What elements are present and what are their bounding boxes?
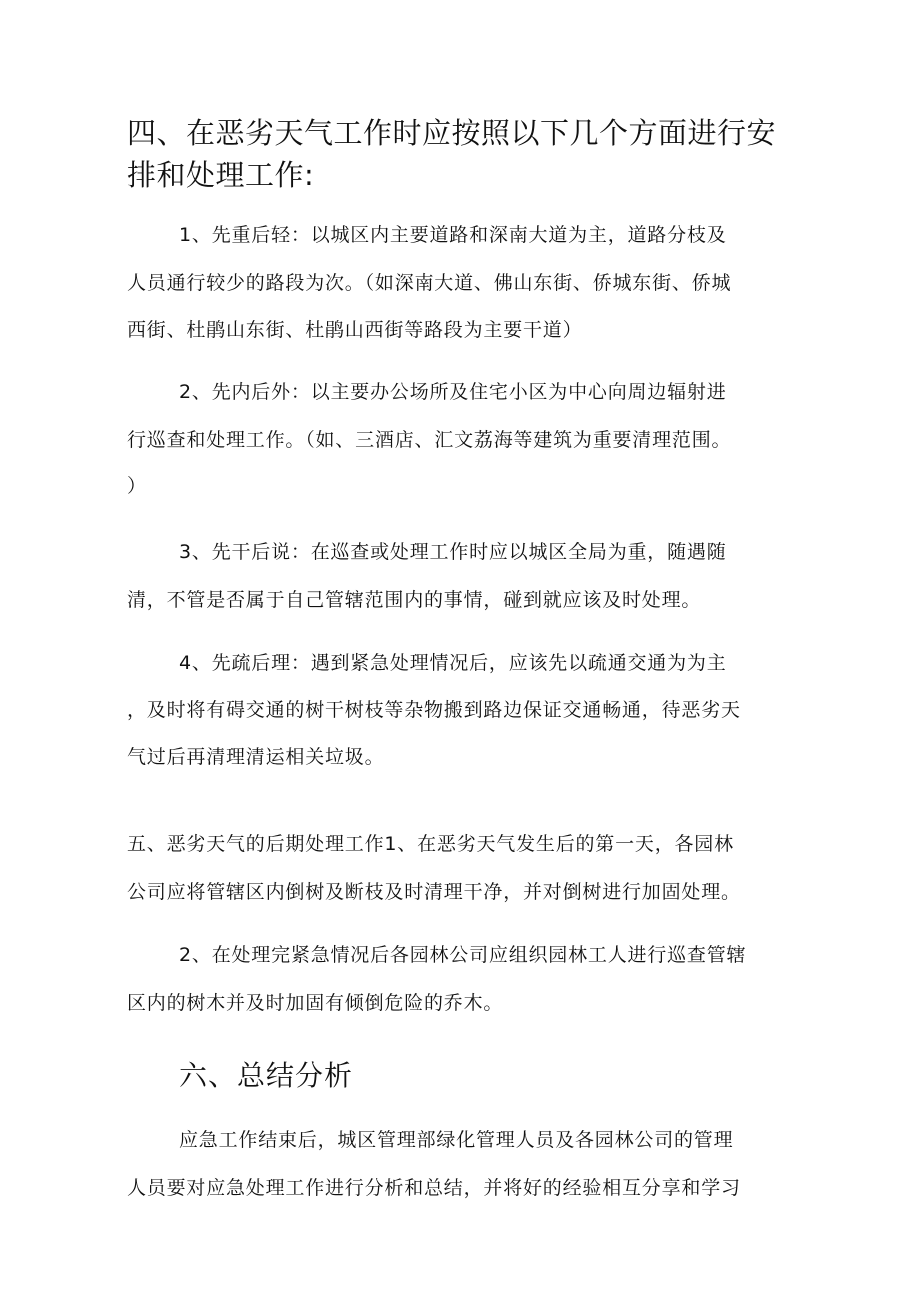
- item-4-line-1: 4、先疏后理：遇到紧急处理情况后，应该先以疏通交通为为主: [179, 652, 727, 674]
- section-6-heading: 六、总结分析: [179, 1059, 354, 1092]
- item-2-line-2: 行巡查和处理工作。（如、三酒店、汇文荔海等建筑为重要清理范围。: [127, 429, 732, 451]
- section-4-heading-line-2: 排和处理工作:: [127, 158, 315, 192]
- item-4-line-2: ，及时将有碍交通的树干树枝等杂物搬到路边保证交通畅通，待恶劣天: [127, 699, 741, 721]
- item-4-line-3: 气过后再清理清运相关垃圾。: [127, 746, 385, 768]
- section-6-para-line-1: 应急工作结束后，城区管理部绿化管理人员及各园林公司的管理: [179, 1129, 734, 1151]
- item-1-line-2: 人员通行较少的路段为次。（如深南大道、佛山东街、侨城东街、侨城: [127, 272, 732, 294]
- section-5-item-2-line-1: 2、在处理完紧急情况后各园林公司应组织园林工人进行巡查管辖: [179, 944, 747, 966]
- section-6-para-line-2: 人员要对应急处理工作进行分析和总结，并将好的经验相互分享和学习: [127, 1177, 741, 1199]
- item-2-line-1: 2、先内后外：以主要办公场所及住宅小区为中心向周边辐射进: [179, 381, 727, 403]
- item-1-line-3: 西街、杜鹃山东街、杜鹃山西街等路段为主要干道）: [127, 319, 583, 341]
- section-5-line-1: 五、恶劣天气的后期处理工作1、在恶劣天气发生后的第一天，各园林: [127, 833, 734, 855]
- item-3-line-2: 清，不管是否属于自己管辖范围内的事情，碰到就应该及时处理。: [127, 589, 702, 611]
- item-1-line-1: 1、先重后轻：以城区内主要道路和深南大道为主，道路分枝及: [179, 224, 727, 246]
- section-4-heading-line-1: 四、在恶劣天气工作时应按照以下几个方面进行安: [127, 116, 777, 150]
- section-5-line-2: 公司应将管辖区内倒树及断枝及时清理干净，并对倒树进行加固处理。: [127, 881, 741, 903]
- item-2-line-3: ）: [127, 475, 147, 497]
- item-3-line-1: 3、先干后说：在巡查或处理工作时应以城区全局为重，随遇随: [179, 541, 727, 563]
- section-5-item-2-line-2: 区内的树木并及时加固有倾倒危险的乔木。: [127, 992, 504, 1014]
